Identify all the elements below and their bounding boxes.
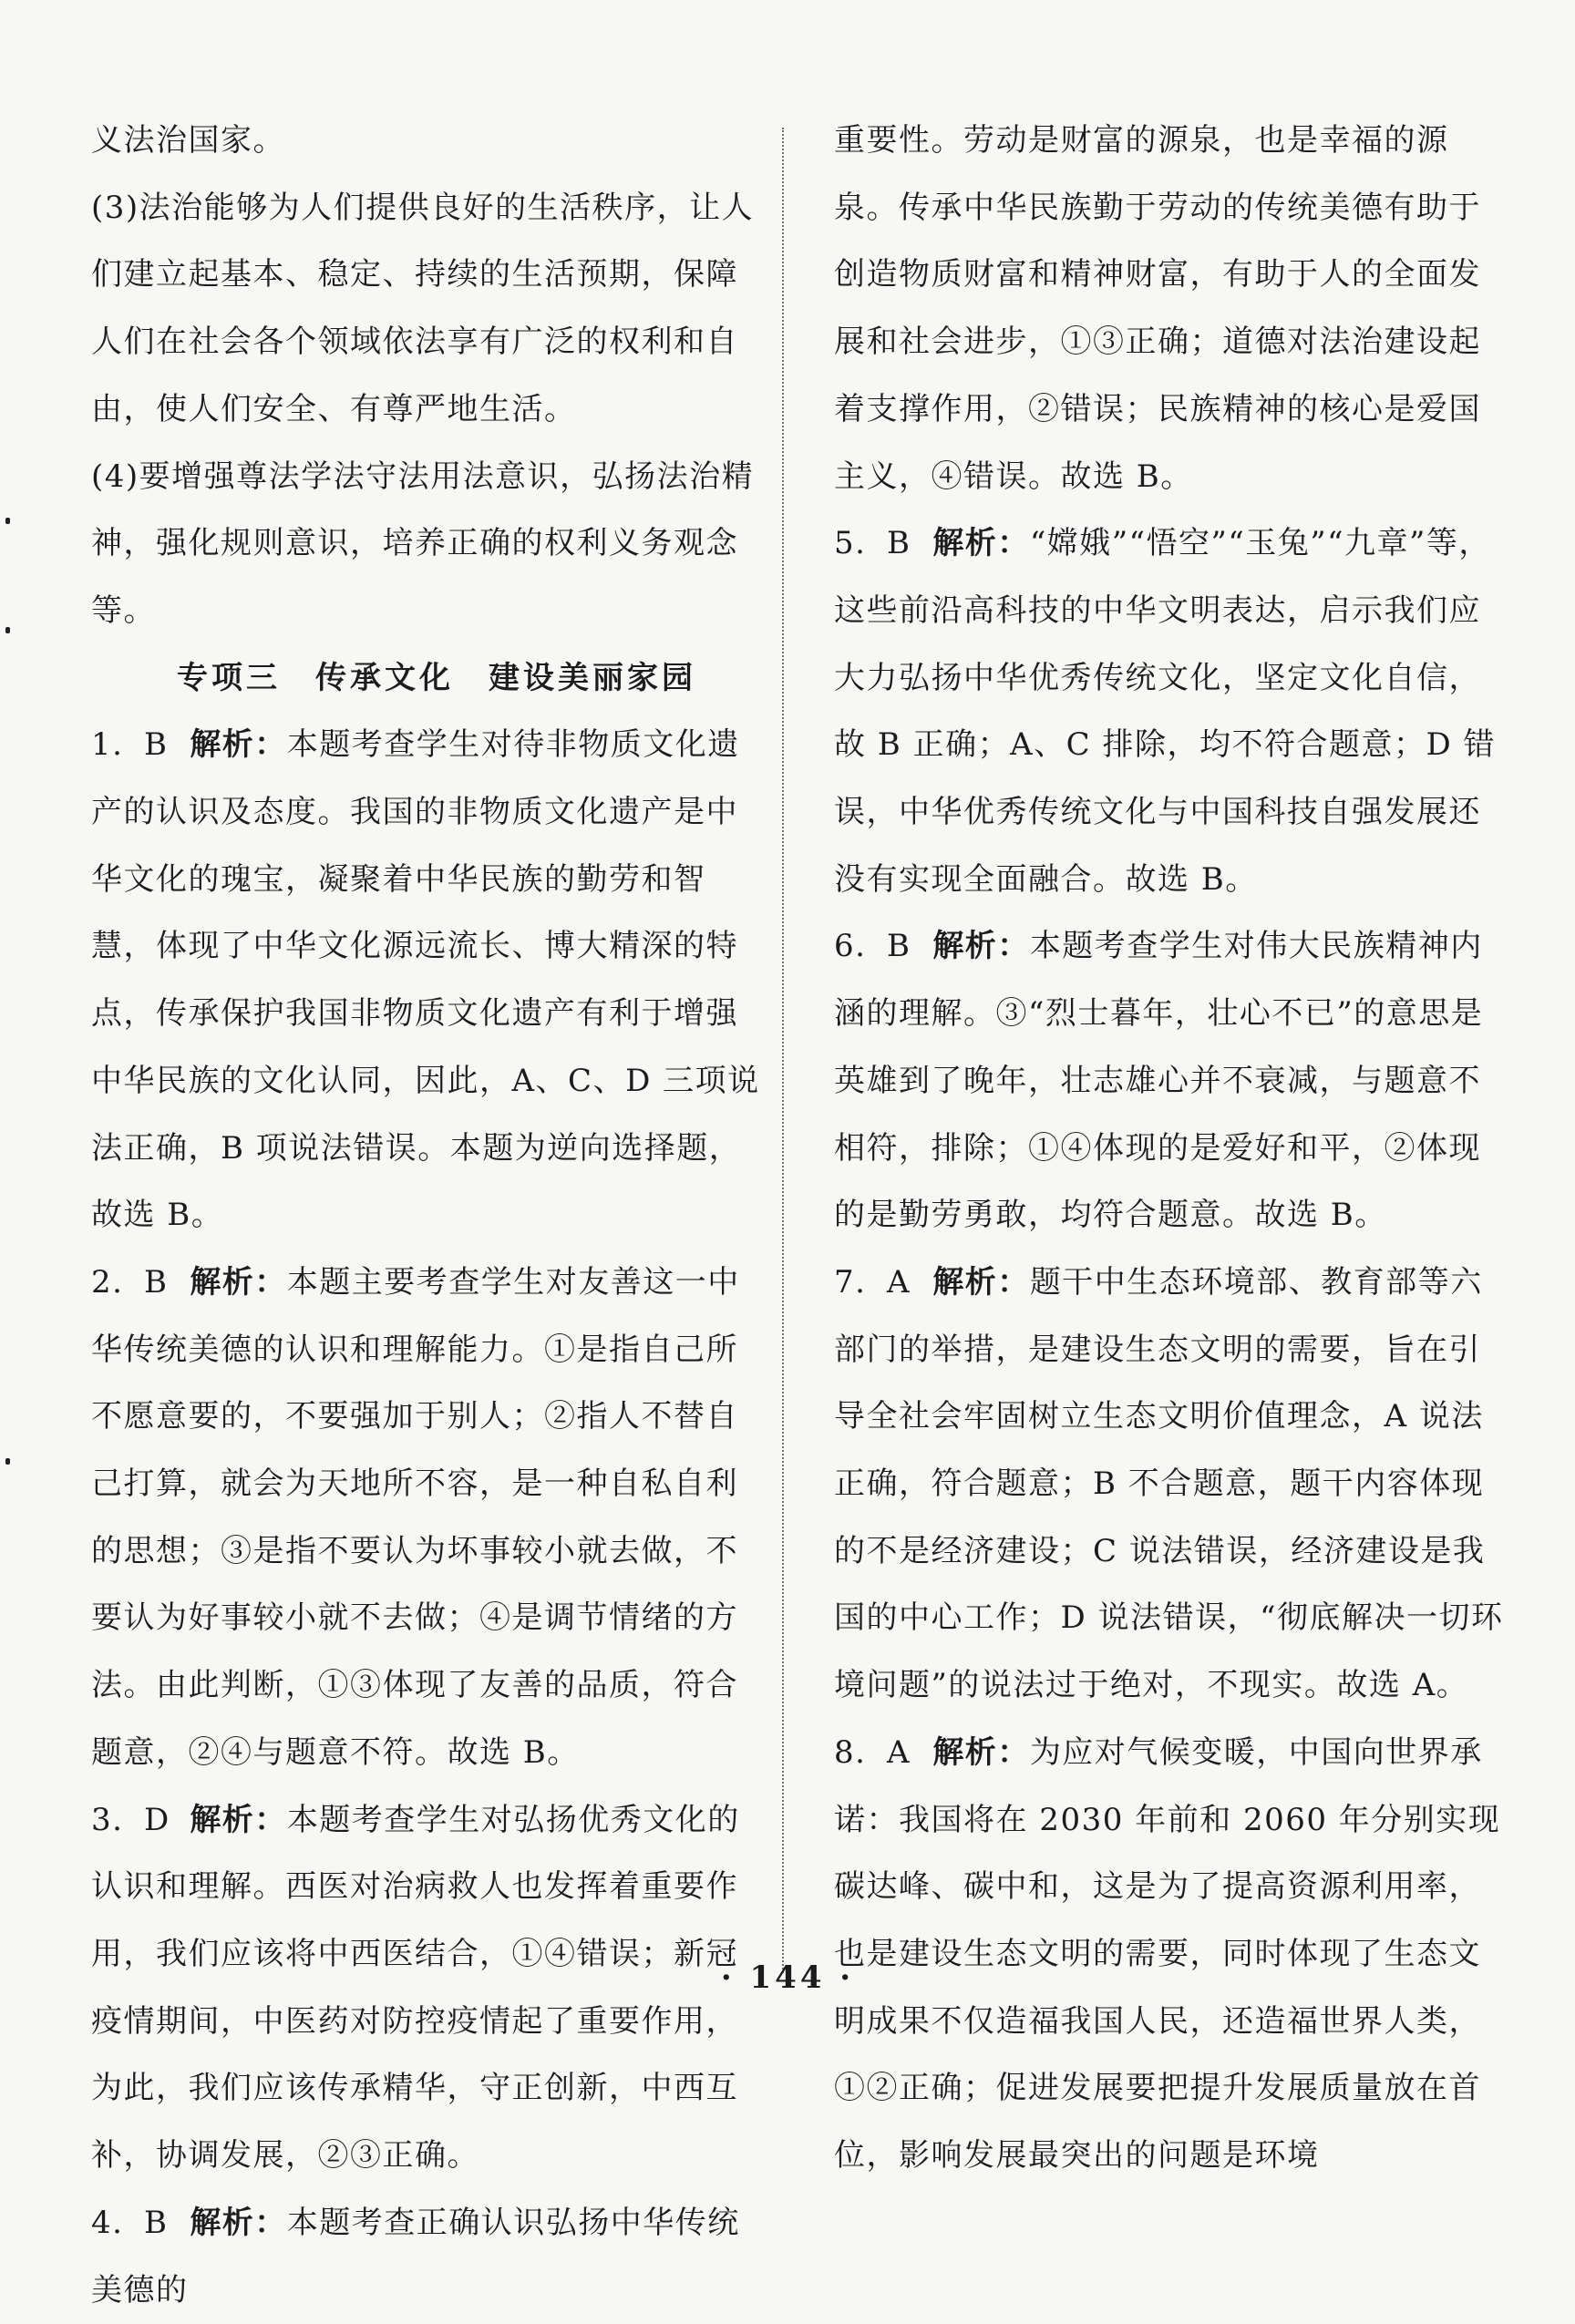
paragraph: 重要性。劳动是财富的源泉，也是幸福的源泉。传承中华民族勤于劳动的传统美德有助于创造物质财富和精神财富，有助于人的全面发展和社会进步，①③正确；道德对法治建设起着支撑作用，②错误；民族精神的核心是爱国主义，④错误。故选 B。	[834, 122, 1481, 495]
paragraph: (4)要增强尊法学法守法用法意识，弘扬法治精神，强化规则意识，培养正确的权利义务观念等。	[91, 458, 755, 629]
analysis-text: 本题考查学生对待非物质文化遗产的认识及态度。我国的非物质文化遗产是中华文化的瑰宝，凝聚着中华民族的勤劳和智慧，体现了中华文化源远流长、博大精深的特点，传承保护我国非物质文化遗产有利于增强中华民族的文化认同，因此，A、C、D 三项说法正确，B 项说法错误。本题为逆向选择题，故选 B。	[91, 726, 760, 1234]
item-answer: A	[887, 1733, 911, 1771]
item-number: 3.	[91, 1801, 124, 1838]
analysis-label: 解析：	[190, 2204, 287, 2241]
item-number: 7.	[834, 1263, 867, 1301]
right-column	[834, 108, 1510, 2190]
item-number: 6.	[834, 928, 867, 965]
scan-mark	[5, 1458, 10, 1465]
analysis-text: 本题考查学生对弘扬优秀文化的认识和理解。西医对治病救人也发挥着重要作用，我们应该将中西医结合，①④错误；新冠疫情期间，中医药对防控疫情起了重要作用，为此，我们应该传承精华，守正创新，中西互补，协调发展，②③正确。	[91, 1801, 740, 2175]
answer-item	[834, 510, 1510, 913]
section-title: 专项三 传承文化 建设美丽家园	[177, 659, 696, 696]
analysis-text: 本题考查学生对伟大民族精神内涵的理解。③“烈士暮年，壮心不已”的意思是英雄到了晚年，壮志雄心并不衰减，与题意不相符，排除；①④体现的是爱好和平，②体现的是勤劳勇敢，均符合题意。故选 B。	[834, 928, 1484, 1234]
answer-item	[834, 1249, 1510, 1720]
analysis-label: 解析：	[190, 1263, 287, 1301]
item-number: 1.	[91, 726, 124, 764]
item-number: 2.	[91, 1263, 124, 1301]
analysis-label: 解析：	[190, 726, 287, 764]
item-number: 4.	[91, 2204, 124, 2241]
answer-item	[91, 712, 764, 1249]
item-answer: B	[887, 525, 911, 562]
answer-item	[834, 913, 1510, 1249]
analysis-text: “嫦娥”“悟空”“玉兔”“九章”等，这些前沿高科技的中华文明表达，启示我们应大力弘扬中华优秀传统文化，坚定文化自信，故 B 正确；A、C 排除，均不符合题意；D 错误，中华优秀传统文化与中国科技自强发展还没有实现全面融合。故选 B。	[834, 525, 1497, 898]
analysis-label: 解析：	[932, 928, 1030, 965]
item-answer: B	[144, 726, 169, 764]
item-number: 5.	[834, 525, 867, 562]
item-answer: B	[144, 2204, 169, 2241]
analysis-text: 本题主要考查学生对友善这一中华传统美德的认识和理解能力。①是指自己所不愿意要的，不要强加于别人；②指人不替自己打算，就会为天地所不容，是一种自私自利的思想；③是指不要认为坏事较小就去做，不要认为好事较小就不去做；④是调节情绪的方法。由此判断，①③体现了友善的品质，符合题意，②④与题意不符。故选 B。	[91, 1263, 740, 1771]
item-answer: A	[887, 1263, 911, 1301]
paragraph: (3)法治能够为人们提供良好的生活秩序，让人们建立起基本、稳定、持续的生活预期，保障人们在社会各个领域依法享有广泛的权利和自由，使人们安全、有尊严地生活。	[91, 189, 755, 427]
analysis-text: 本题考查正确认识弘扬中华传统美德的	[91, 2204, 740, 2309]
analysis-label: 解析：	[932, 1263, 1030, 1301]
answer-item	[91, 2190, 764, 2324]
analysis-label: 解析：	[932, 525, 1030, 562]
page-number: · 144 ·	[720, 1959, 855, 1996]
scan-mark	[5, 518, 10, 524]
item-answer: B	[887, 928, 911, 965]
paragraph: 义法治国家。	[91, 122, 285, 159]
column-divider	[782, 128, 784, 1973]
item-answer: B	[144, 1263, 169, 1301]
analysis-label: 解析：	[190, 1801, 287, 1838]
item-answer: D	[144, 1801, 170, 1838]
answer-item	[91, 1249, 764, 1787]
scan-mark	[5, 627, 10, 633]
analysis-text: 题干中生态环境部、教育部等六部门的举措，是建设生态文明的需要，旨在引导全社会牢固树立生态文明价值理念，A 说法正确，符合题意；B 不合题意，题干内容体现的不是经济建设；C 说法错误，经济建设是我国的中心工作；D 说法错误，“彻底解决一切环境问题”的说法过于绝对，不现实。故选 A。	[834, 1263, 1504, 1704]
item-number: 8.	[834, 1733, 867, 1771]
answer-item	[834, 1720, 1510, 2190]
analysis-label: 解析：	[932, 1733, 1030, 1771]
analysis-text: 为应对气候变暖，中国向世界承诺：我国将在 2030 年前和 2060 年分别实现碳达峰、碳中和，这是为了提高资源利用率，也是建设生态文明的需要，同时体现了生态文明成果不仅造福我国人民，还造福世界人类，①②正确；促进发展要把提升发展质量放在首位，影响发展最突出的问题是环境	[834, 1733, 1501, 2175]
